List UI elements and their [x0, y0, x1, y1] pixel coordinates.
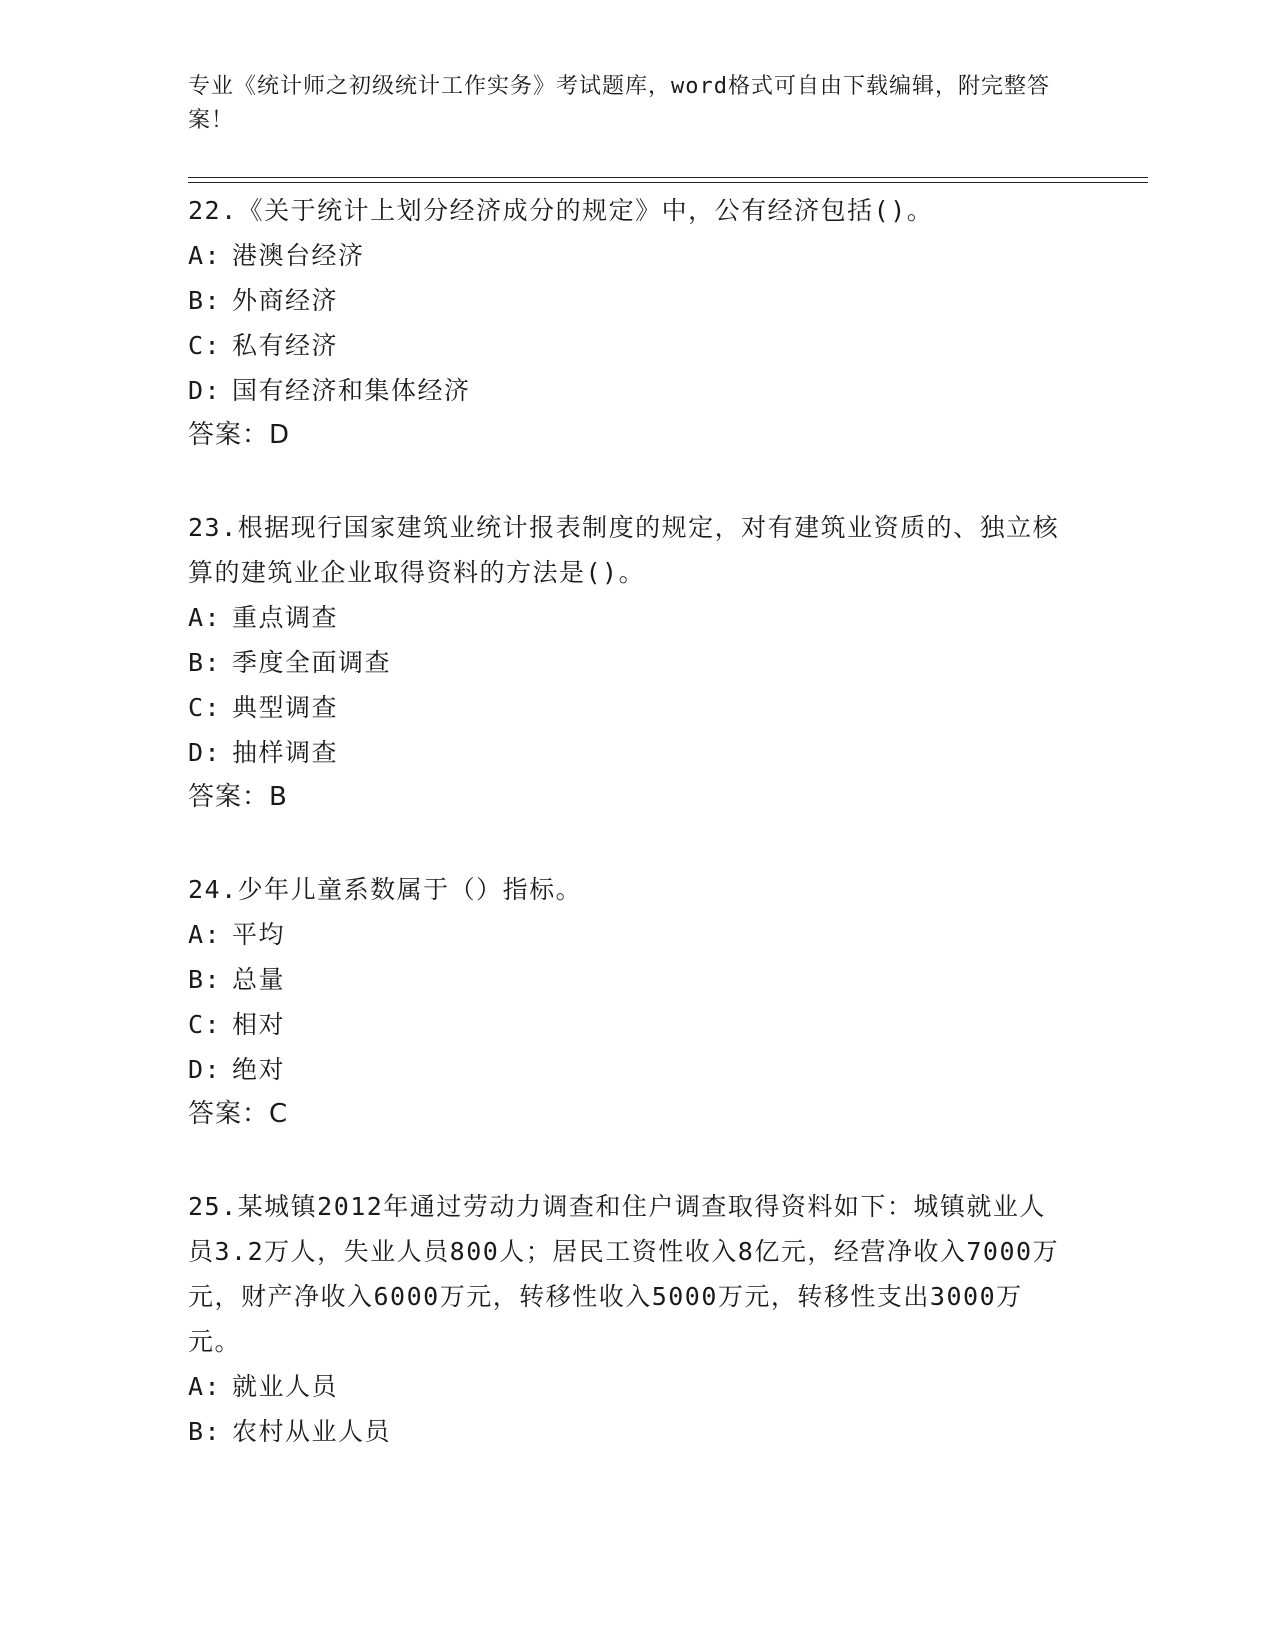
option-text: 相对	[232, 1010, 286, 1039]
option-key: C:	[188, 693, 222, 722]
answer-line: 答案：C	[188, 1099, 289, 1129]
question-stem: 24.少年儿童系数属于（）指标。	[188, 875, 583, 904]
option-text: 抽样调查	[232, 738, 339, 767]
question-list	[188, 188, 1068, 1454]
option-text: 季度全面调查	[232, 648, 392, 677]
answer-line: 答案：D	[188, 420, 291, 450]
option-key: A:	[188, 1372, 222, 1401]
option-key: A:	[188, 603, 222, 632]
option-key: A:	[188, 241, 222, 270]
header-divider-top	[188, 177, 1148, 178]
question-25	[188, 1184, 1068, 1454]
header-divider-bottom	[188, 182, 1148, 183]
option-text: 平均	[232, 920, 286, 949]
option-key: B:	[188, 1417, 222, 1446]
question-23	[188, 505, 1068, 820]
option-key: D:	[188, 376, 222, 405]
option-b	[188, 1409, 1068, 1454]
option-a	[188, 233, 1068, 278]
question-24	[188, 867, 1068, 1137]
question-stem: 23.根据现行国家建筑业统计报表制度的规定，对有建筑业资质的、独立核算的建筑业企业取得资料的方法是()。	[188, 513, 1060, 587]
option-key: B:	[188, 286, 222, 315]
option-c	[188, 1002, 1068, 1047]
option-b	[188, 640, 1068, 685]
option-text: 农村从业人员	[232, 1417, 392, 1446]
option-text: 重点调查	[232, 603, 339, 632]
document-header: 专业《统计师之初级统计工作实务》考试题库，word格式可自由下载编辑，附完整答案！	[188, 74, 1050, 133]
question-stem: 25.某城镇2012年通过劳动力调查和住户调查取得资料如下：城镇就业人员3.2万人，失业人员800人；居民工资性收入8亿元，经营净收入7000万元，财产净收入6000万元，转移性收入5000万元，转移性支出3000万元。	[188, 1192, 1060, 1356]
option-text: 外商经济	[232, 286, 339, 315]
option-key: C:	[188, 1010, 222, 1039]
option-c	[188, 685, 1068, 730]
option-key: D:	[188, 738, 222, 767]
question-22	[188, 188, 1068, 458]
option-key: A:	[188, 920, 222, 949]
option-c	[188, 323, 1068, 368]
option-key: B:	[188, 965, 222, 994]
option-b	[188, 278, 1068, 323]
option-text: 私有经济	[232, 331, 339, 360]
option-d	[188, 1047, 1068, 1092]
option-text: 绝对	[232, 1055, 286, 1084]
option-text: 总量	[232, 965, 286, 994]
option-d	[188, 368, 1068, 413]
answer-line: 答案：B	[188, 782, 288, 812]
option-text: 典型调查	[232, 693, 339, 722]
option-key: C:	[188, 331, 222, 360]
option-a	[188, 912, 1068, 957]
option-key: D:	[188, 1055, 222, 1084]
option-key: B:	[188, 648, 222, 677]
option-a	[188, 595, 1068, 640]
option-text: 港澳台经济	[232, 241, 365, 270]
option-text: 就业人员	[232, 1372, 339, 1401]
option-text: 国有经济和集体经济	[232, 376, 471, 405]
option-d	[188, 730, 1068, 775]
question-stem: 22.《关于统计上划分经济成分的规定》中，公有经济包括()。	[188, 196, 934, 225]
option-b	[188, 957, 1068, 1002]
option-a	[188, 1364, 1068, 1409]
